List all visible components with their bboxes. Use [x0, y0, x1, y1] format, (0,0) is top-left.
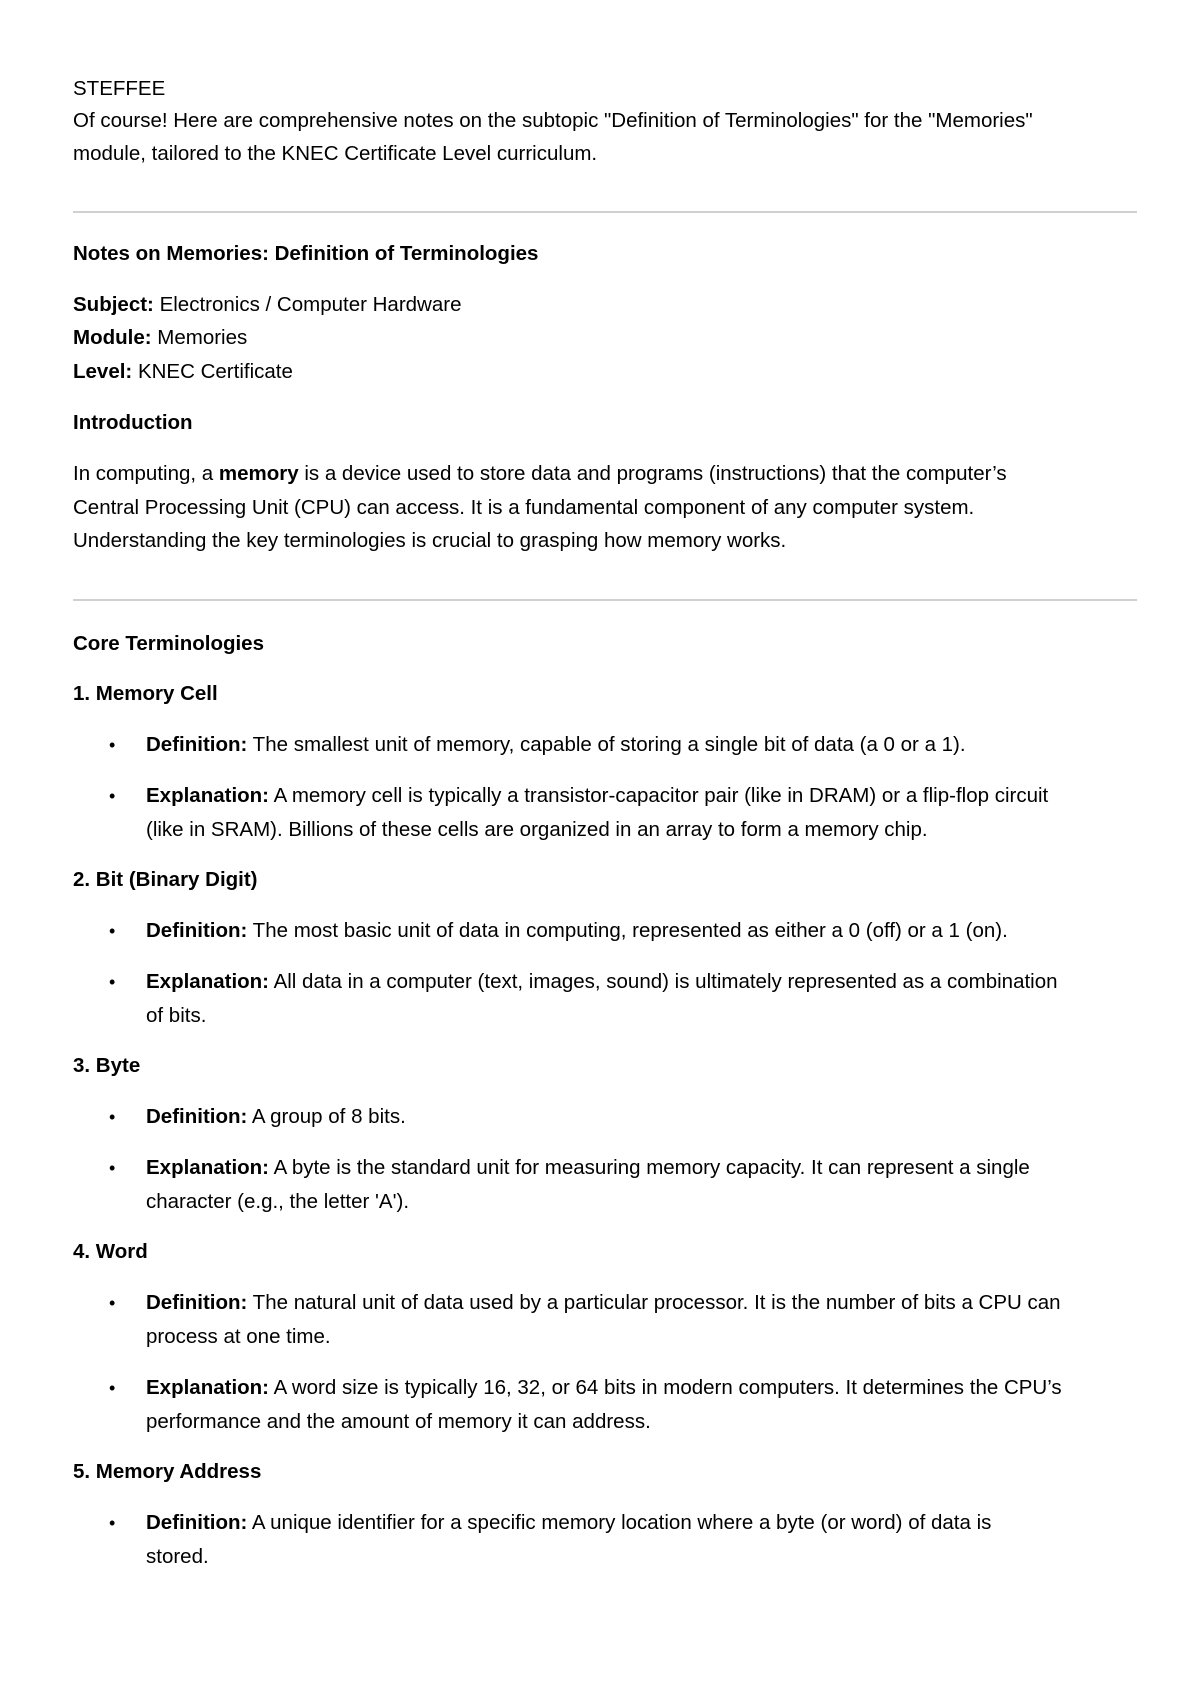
bullet-icon: •: [109, 1107, 116, 1127]
definition-text: process at one time.: [146, 1325, 331, 1348]
bullet-icon: •: [109, 1293, 116, 1313]
intro-line-1: Of course! Here are comprehensive notes on the subtopic "Definition of Terminologies" for the "Memories": [73, 109, 1033, 132]
intro-text: In computing, a: [73, 462, 219, 485]
definition-text: The smallest unit of memory, capable of storing a single bit of data (a 0 or a 1).: [247, 733, 966, 756]
term-title: 4. Word: [73, 1240, 148, 1263]
definition-text: The natural unit of data used by a particular processor. It is the number of bits a CPU can: [247, 1291, 1061, 1314]
meta-subject: [73, 288, 1140, 322]
definition-text: The most basic unit of data in computing, represented as either a 0 (off) or a 1 (on).: [247, 919, 1008, 942]
term-explanation: [146, 1151, 1142, 1219]
explanation-label: Explanation:: [146, 1156, 270, 1179]
definition-label: Definition:: [146, 733, 248, 756]
explanation-text: (like in SRAM). Billions of these cells are organized in an array to form a memory chip.: [146, 818, 928, 841]
bullet-icon: •: [109, 735, 116, 755]
definition-text: A unique identifier for a specific memory location where a byte (or word) of data is: [247, 1511, 992, 1534]
level-value: KNEC Certificate: [132, 360, 293, 383]
bullet-icon: •: [109, 1378, 116, 1398]
core-heading: Core Terminologies: [73, 632, 264, 655]
explanation-text: All data in a computer (text, images, sound) is ultimately represented as a combination: [269, 970, 1058, 993]
term-title: 5. Memory Address: [73, 1460, 262, 1483]
term-definition: [146, 1286, 1142, 1354]
horizontal-rule: [73, 211, 1137, 213]
intro-text: is a device used to store data and programs (instructions) that the computer’s: [298, 462, 1007, 485]
bullet-icon: •: [109, 972, 116, 992]
author-name: STEFFEE: [73, 77, 166, 100]
introduction-line-2: Central Processing Unit (CPU) can access. It is a fundamental component of any computer system.: [73, 496, 975, 519]
subject-value: Electronics / Computer Hardware: [153, 293, 462, 316]
term-definition: [146, 1506, 1142, 1574]
definition-label: Definition:: [146, 1105, 248, 1128]
bullet-icon: •: [109, 921, 116, 941]
explanation-label: Explanation:: [146, 970, 270, 993]
introduction-line-3: Understanding the key terminologies is crucial to grasping how memory works.: [73, 529, 787, 552]
meta-module: [73, 321, 1140, 355]
term-explanation: [146, 965, 1142, 1033]
definition-label: Definition:: [146, 919, 248, 942]
level-label: Level:: [73, 360, 133, 383]
intro-bold-term: memory: [218, 462, 299, 485]
bullet-icon: •: [109, 786, 116, 806]
bullet-icon: •: [109, 1513, 116, 1533]
introduction-line-1: [73, 457, 1140, 491]
module-value: Memories: [151, 326, 248, 349]
term-definition: [146, 914, 1142, 948]
explanation-text: performance and the amount of memory it can address.: [146, 1410, 651, 1433]
explanation-text: A word size is typically 16, 32, or 64 bits in modern computers. It determines the CPU’s: [269, 1376, 1062, 1399]
term-explanation: [146, 1371, 1142, 1439]
subject-label: Subject:: [73, 293, 154, 316]
module-label: Module:: [73, 326, 152, 349]
term-explanation: [146, 779, 1142, 847]
definition-text: stored.: [146, 1545, 209, 1568]
horizontal-rule: [73, 599, 1137, 601]
term-title: 3. Byte: [73, 1054, 141, 1077]
term-title: 1. Memory Cell: [73, 682, 218, 705]
introduction-heading: Introduction: [73, 411, 193, 434]
meta-level: [73, 355, 1140, 389]
term-definition: [146, 1100, 1142, 1134]
definition-label: Definition:: [146, 1511, 248, 1534]
intro-line-2: module, tailored to the KNEC Certificate Level curriculum.: [73, 142, 598, 165]
term-definition: [146, 728, 1142, 762]
explanation-label: Explanation:: [146, 1376, 270, 1399]
explanation-text: character (e.g., the letter 'A').: [146, 1190, 410, 1213]
definition-label: Definition:: [146, 1291, 248, 1314]
explanation-text: of bits.: [146, 1004, 207, 1027]
term-title: 2. Bit (Binary Digit): [73, 868, 258, 891]
explanation-text: A byte is the standard unit for measuring memory capacity. It can represent a single: [269, 1156, 1030, 1179]
explanation-text: A memory cell is typically a transistor-capacitor pair (like in DRAM) or a flip-flop circuit: [269, 784, 1049, 807]
bullet-icon: •: [109, 1158, 116, 1178]
definition-text: A group of 8 bits.: [247, 1105, 406, 1128]
notes-title: Notes on Memories: Definition of Terminologies: [73, 242, 539, 265]
explanation-label: Explanation:: [146, 784, 270, 807]
